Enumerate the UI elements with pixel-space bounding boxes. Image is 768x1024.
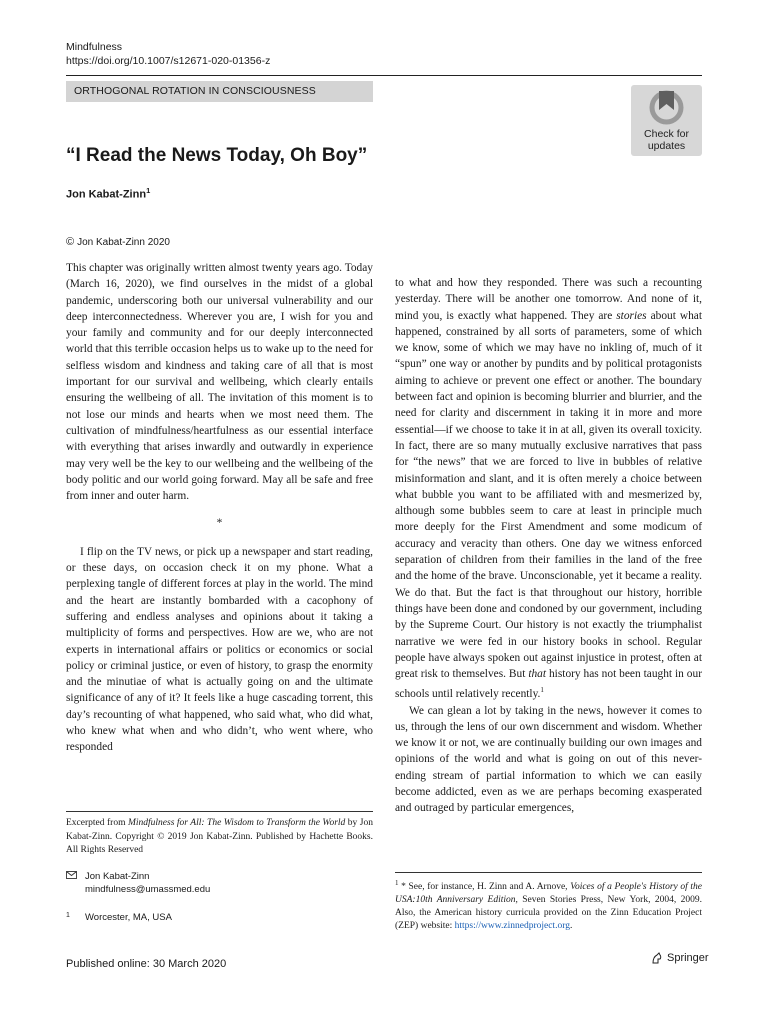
footnote-mark: 1	[395, 879, 399, 887]
affiliation-mark: 1	[66, 912, 70, 919]
affiliation	[66, 912, 172, 923]
paragraph-tv-news: I flip on the TV news, or pick up a newspaper and start reading, or these days, on occasion check it on my phone. What a perplexing tangle of different forces at play in the world. The mind and the heart are instantly bombarded with a cacophony of suffering and endless analyses and opinions about it taking a multiplicity of forms and perspectives. How are we, who are not experts in international affairs or politics or economics or social policy or criminal justice, or even of history, to grasp the enormity and the minutiae of what is actually going on and the ultimate significance of any of it? It feels like a huge cascading torrent, this day’s recounting of what happened, who said what, who did what, who knew what when and who didn’t, who went where, who responded	[66, 545, 373, 754]
copyright-line	[66, 236, 170, 248]
journal-name: Mindfulness	[66, 41, 123, 53]
paragraph-stories: to what and how they responded. There was such a recounting yesterday. There will be another one tomorrow. And none of it, mind you, is exactly what happened. They are stories about what happened, constrained by all sorts of parameters, some of which we know, some of which we may have no inkling of, much of it “spun” one way or another by pundits and by political protagonists aiming to achieve or prevent one effect or another. The boundary between fact and opinion is becoming blurrier and blurrier, and the need for clarity and discernment in taking it in more and more essential—if we choose to take it in at all, given its overall toxicity. In fact, there are so many mutually exclusive narratives that pass for “the news” that we are forced to live in bubbles of relative misinformation and slant, and it is often merely a choice between what bubble you want to be affiliated with and mesmerized by, although some bubbles seem to care at least in principle much more deeply for the First Amendment and some modicum of accuracy and veracity than others. One day we witness enforced separation of children from their families in the land of the free and the home of the brave. Unconscionable, yet it became a reality. We do that. But the fact is that throughout our history, horrible things have been done and condoned by our government, including by the Supreme Court. Our history is not exactly the triumphalist narrative we were fed in our history books in school. Regular people have always spoken out against injustice in protest, often at great risk to themselves. But that history has not been taught in our schools until relatively recently.$^1$	[395, 277, 702, 701]
publisher-logo	[650, 951, 709, 965]
paragraph-glean: We can glean a lot by taking in the news, however it comes to us, through the lens of our own discernment and wisdom. Whether we know it or not, we are continually building our own images and opinions of the world and what is going on out of this never-ending stream of partial information to which we can easily become addicted, even as we are perhaps becoming exasperated and outraged by particular emergences,	[395, 704, 702, 815]
paragraph-intro: This chapter was originally written almost twenty years ago. Today (March 16, 2020), we find ourselves in the midst of a global pandemic, underscoring both our universal vulnerability and our deep interconnectedness. Wherever you are, I wish for you and your family and community and for our deeply interconnected world that this terrible occasion helps us to wake up to the need for selfless wisdom and kindness and taking care of all that is most important for our survival and wellbeing, which clearly entails ensuring the wellbeing of all. The invitation of this moment is to not lose our minds and hearts when we most need them. The cultivation of mindfulness/heartfulness as our essential interface with everything that arises inwardly and outwardly in experience may very well be the key to our wellbeing and the wellbeing of the body politic and our world going forward. May all be safe and free from inner and outer harm.	[66, 262, 373, 503]
header-rule	[66, 75, 702, 76]
contact-name: Jon Kabat-Zinn	[85, 871, 150, 882]
zinn-project-link[interactable]: https://www.zinnedproject.org	[454, 921, 570, 932]
section-separator: *	[216, 517, 223, 530]
footnote: $^1$ * See, for instance, H. Zinn and A. Arnove, Voices of a People's History of the USA:10th Anniversary Edition, Seven Stories Press, New York, 2004, 2009. Also, the American history curricula provided on the Zinn Education Project (ZEP) website: https://www.zinnedproject.org.	[395, 872, 702, 933]
check-for-updates-label: Check for updates	[644, 128, 689, 152]
author-name: Jon Kabat-Zinn	[66, 188, 147, 201]
check-for-updates-badge[interactable]	[631, 85, 702, 156]
footnote-ref[interactable]: 1	[540, 686, 544, 695]
copyright-text: Jon Kabat-Zinn 2020	[77, 237, 170, 248]
journal-header	[66, 40, 270, 68]
section-label: ORTHOGONAL ROTATION IN CONSCIOUSNESS	[66, 81, 373, 102]
springer-horse-icon	[650, 951, 664, 965]
author-line	[66, 186, 150, 201]
affiliation-text: Worcester, MA, USA	[85, 912, 172, 923]
right-column	[395, 275, 702, 817]
contact-email[interactable]: mindfulness@umassmed.edu	[85, 884, 211, 895]
envelope-icon	[66, 870, 85, 896]
contact-block	[66, 870, 210, 896]
publisher-name: Springer	[667, 952, 709, 964]
article-title: “I Read the News Today, Oh Boy”	[66, 145, 368, 166]
excerpt-note: Excerpted from Mindfulness for All: The Wisdom to Transform the World by Jon Kabat-Zinn. Copyright © 2019 Jon Kabat-Zinn. Published by Hachette Books. All Rights Reserved	[66, 811, 373, 858]
doi-link[interactable]: https://doi.org/10.1007/s12671-020-01356-z	[66, 55, 271, 67]
published-date: Published online: 30 March 2020	[66, 958, 227, 970]
book-title: Mindfulness for All: The Wisdom to Transform the World	[127, 818, 346, 828]
author-affiliation-mark: 1	[146, 186, 151, 195]
left-column	[66, 260, 373, 756]
crossmark-icon	[648, 89, 685, 126]
copyright-icon: ©	[66, 236, 75, 248]
